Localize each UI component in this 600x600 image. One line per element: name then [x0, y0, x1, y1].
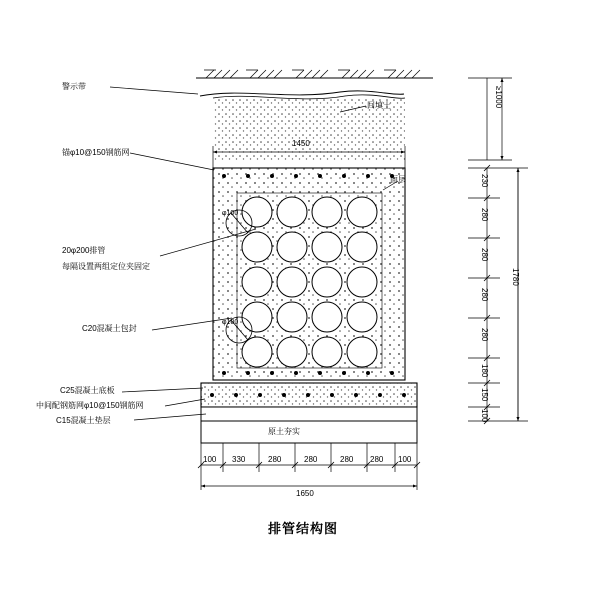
dim-seg-v-2: 280: [480, 248, 489, 262]
dim-seg-h-3: 280: [304, 455, 318, 464]
dim-top-width-text: 1450: [292, 139, 310, 148]
dim-seg-v-7: 100: [480, 409, 489, 423]
dim-seg-v-0: 230: [480, 174, 489, 188]
base-slab: [201, 383, 417, 407]
dim-bottom-width-text: 1650: [296, 489, 314, 498]
dim-seg-h-6: 100: [398, 455, 412, 464]
label-pipe-dia-lower: φ100: [222, 319, 239, 326]
dim-seg-v-1: 280: [480, 208, 489, 222]
dim-seg-v-4: 280: [480, 328, 489, 342]
dim-seg-h-5: 280: [370, 455, 384, 464]
dim-bottom-chain: [198, 443, 420, 490]
label-top-surface: 面层: [390, 175, 406, 184]
dim-total-height: 1780: [511, 268, 520, 286]
dim-seg-h-4: 280: [340, 455, 354, 464]
label-warning-tape: 警示带: [62, 82, 86, 91]
dim-seg-v-6: 150: [480, 388, 489, 402]
label-pipe-fixing: 每隔设置两组定位夹固定: [62, 262, 150, 271]
label-steel-mesh-top: 锚φ10@150钢筋网: [62, 148, 130, 157]
label-pipe-dia-upper: φ100: [222, 210, 239, 217]
label-base-slab: C25混凝土底板: [60, 386, 115, 395]
dim-right-chain: [468, 78, 528, 424]
label-mid-mesh: 中间配钢筋网φ10@150钢筋网: [36, 401, 144, 410]
drawing-title: 排管结构图: [268, 521, 339, 536]
dim-depth-min: ≥1000: [494, 86, 503, 109]
label-compacted-soil: 原土夯实: [268, 427, 300, 436]
compacted-soil-zone: [201, 421, 417, 443]
dim-seg-v-5: 180: [480, 364, 489, 378]
dim-seg-h-0: 100: [203, 455, 217, 464]
label-cushion: C15混凝土垫层: [56, 416, 111, 425]
ground-line-group: [196, 70, 433, 78]
label-concrete-encase: C20混凝土包封: [82, 324, 137, 333]
dim-seg-v-3: 280: [480, 288, 489, 302]
cushion-layer: [201, 407, 417, 421]
dim-seg-h-1: 330: [232, 455, 246, 464]
label-backfill: 回填土: [367, 101, 391, 110]
label-pipe-count: 20φ200排管: [62, 246, 106, 255]
dim-seg-h-2: 280: [268, 455, 282, 464]
